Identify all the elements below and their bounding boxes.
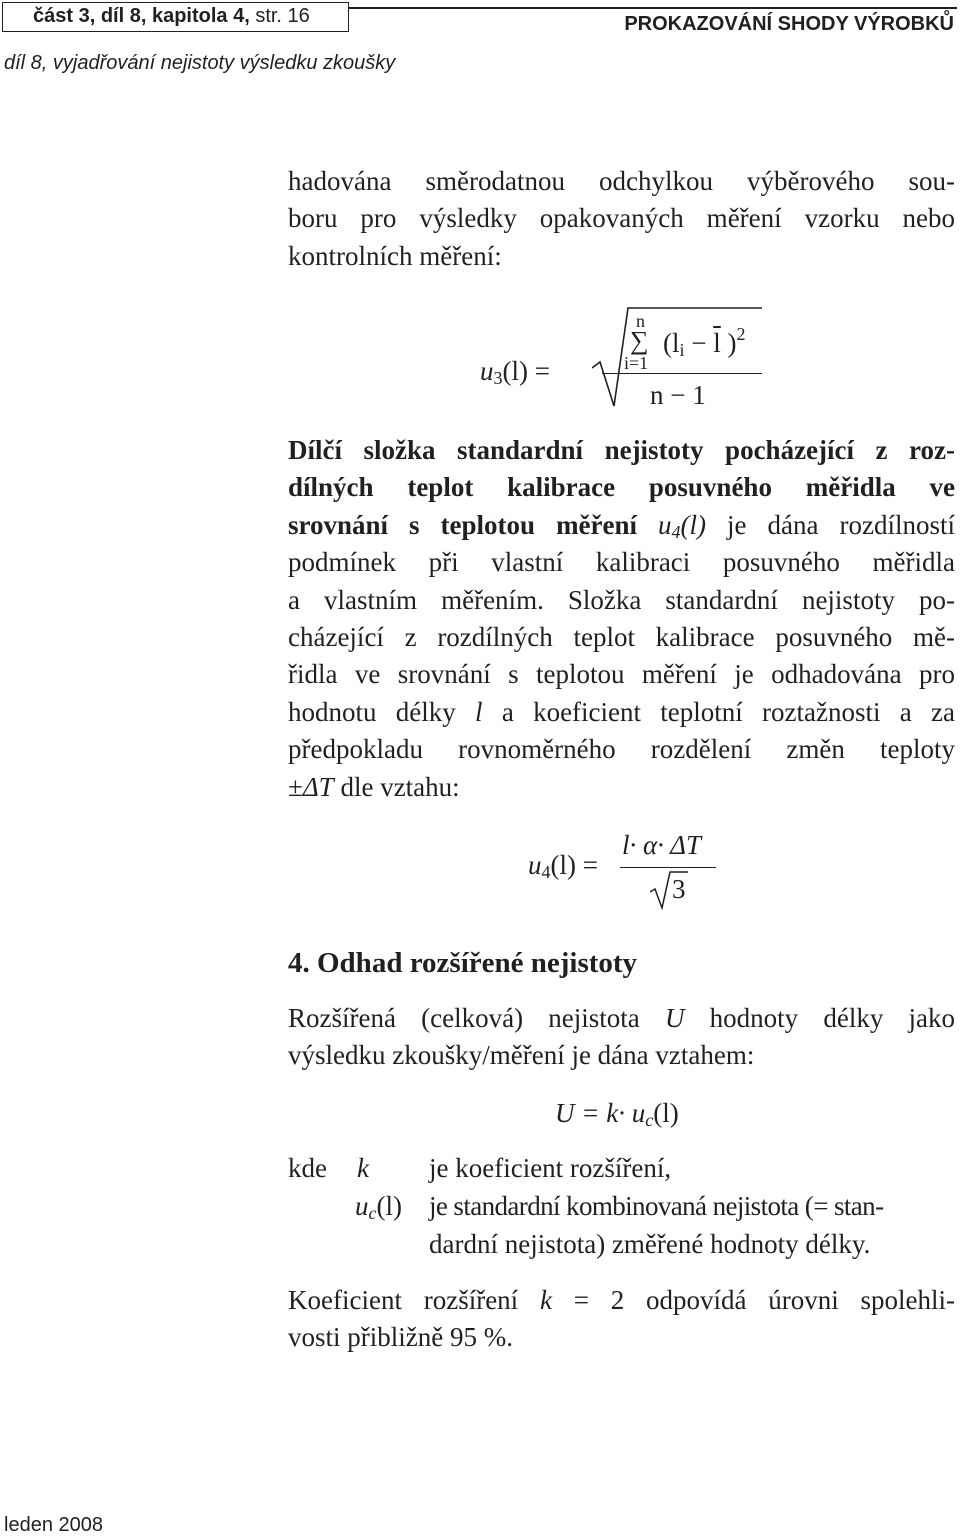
u4-line-8: hodnotu délky l a koeficient teplotní roztažnosti a za (288, 696, 955, 727)
u4-line-7: řidla ve srovnání s teplotou měření je odhadována pro (288, 659, 955, 690)
coverage-line-1: Koeficient rozšíření k = 2 odpovídá úrovni spolehli- (288, 1285, 955, 1315)
u4-line-4: podmínek při vlastní kalibraci posuvného měřidla (288, 547, 955, 578)
kde-k-symbol: k (357, 1153, 369, 1183)
header-rule (349, 7, 957, 9)
expanded-line-1: Rozšířená (celková) nejistota U hodnoty délky jako (288, 1003, 955, 1033)
fraction-bar (620, 867, 716, 868)
u4-line-1: Dílčí složka standardní nejistoty pocházející z roz- (288, 435, 955, 465)
formula-u3-numerator: ($l_i - \overline{l}$ )$^2$ (663, 324, 746, 360)
kde-uc-symbol: $u_c(l)$ (355, 1191, 402, 1223)
kde-label: kde (288, 1153, 327, 1183)
paragraph-coverage-factor (288, 1282, 955, 1357)
chapter-reference-bold: část 3, díl 8, kapitola 4, (33, 5, 250, 27)
u4-line-5: a vlastním měřením. Složka standardní nejistoty po- (288, 584, 955, 615)
paragraph-expanded-uncertainty (288, 1000, 955, 1075)
u4-line-3: srovnání s teplotou měření $u_4(l)$ je dána rozdílností (288, 509, 955, 542)
intro-line-2: boru pro výsledky opakovaných měření vzorku nebo (288, 203, 955, 234)
u4-line-10: ±ΔT dle vztahu: (288, 771, 460, 802)
formula-u4-denominator: 3 (672, 874, 686, 904)
chapter-reference (2, 2, 349, 32)
running-title: PROKAZOVÁNÍ SHODY VÝROBKŮ (624, 13, 954, 35)
u4-line-2: dílných teplot kalibrace posuvného měřidla ve (288, 472, 955, 503)
u4-line-6: cházející z rozdílných teplot kalibrace posuvného mě- (288, 622, 955, 653)
coverage-line-2: vosti přibližně 95 %. (288, 1322, 513, 1353)
formula-u3 (480, 300, 780, 415)
paragraph-intro (288, 163, 955, 275)
kde-uc-description-2: dardní nejistota) změřené hodnoty délky. (429, 1229, 871, 1259)
u4-line-9: předpokladu rovnoměrného rozdělení změn teploty (288, 734, 955, 765)
sum-upper-limit: n (636, 311, 645, 331)
running-subtitle: díl 8, vyjadřování nejistoty výsledku zkoušky (4, 52, 396, 74)
sum-lower-limit: i=1 (624, 353, 649, 373)
expanded-line-2: výsledku zkoušky/měření je dána vztahem: (288, 1040, 755, 1071)
formula-expanded-uncertainty: $U = k\cdot u_c(l)$ (555, 1098, 679, 1130)
footer-date: leden 2008 (4, 1514, 103, 1536)
formula-u4-lhs: $u_4(l)$ = (528, 850, 598, 882)
paragraph-u4-description (288, 432, 955, 806)
kde-k-description: je koeficient rozšíření, (429, 1153, 672, 1183)
chapter-reference-page: str. 16 (249, 5, 310, 27)
kde-uc-description-1: je standardní kombinovaná nejistota (= stan- (429, 1191, 884, 1221)
sum-icon: ∑ (630, 326, 649, 355)
formula-u3-denominator: n − 1 (650, 380, 706, 410)
formula-u4-numerator: l· α· ΔT (622, 830, 702, 860)
formula-u3-lhs: $u_3(l)$ = (480, 356, 550, 388)
intro-line-1: hadována směrodatnou odchylkou výběrového sou- (288, 166, 955, 196)
fraction-bar (602, 373, 762, 374)
section-heading: 4. Odhad rozšířené nejistoty (288, 947, 638, 979)
intro-line-3: kontrolních měření: (288, 240, 502, 271)
formula-u4 (528, 826, 728, 911)
